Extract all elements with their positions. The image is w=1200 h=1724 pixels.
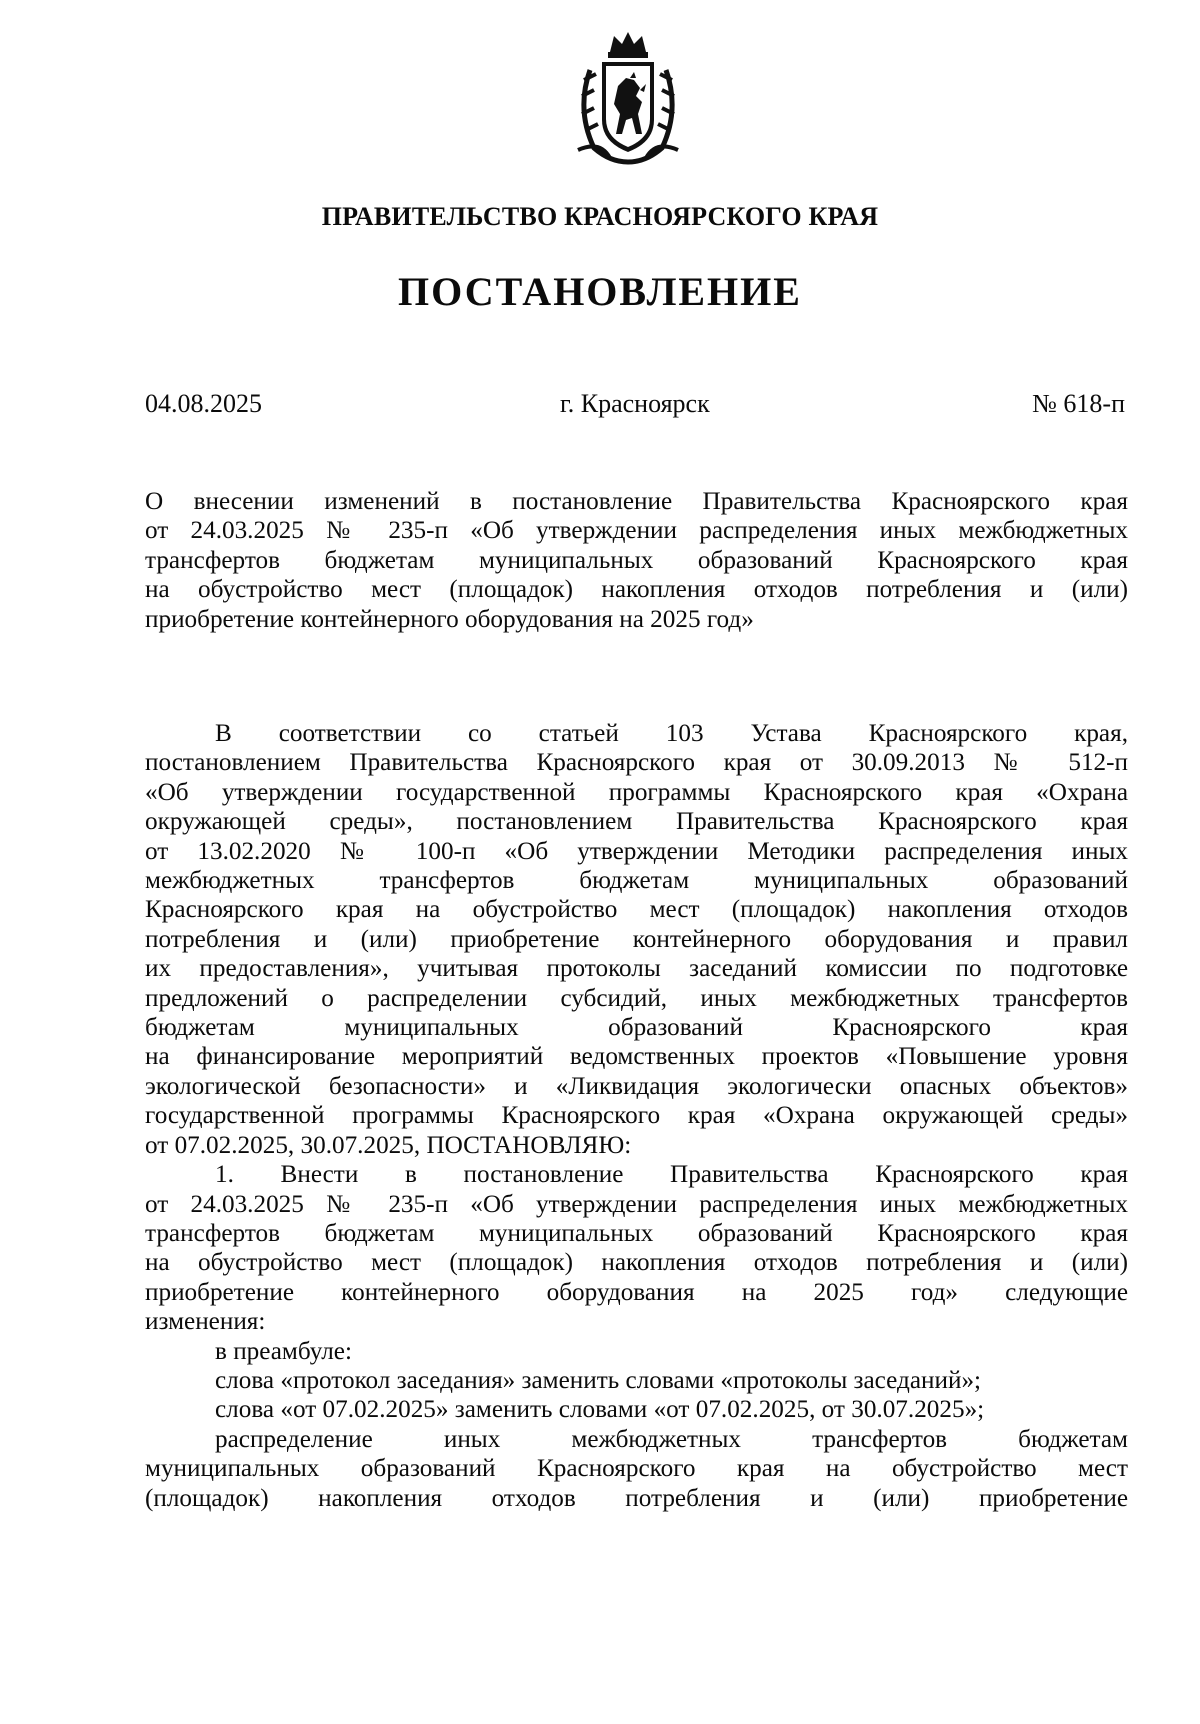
body-line: государственной программы Красноярского края «Охрана окружающей среды» (145, 1102, 1128, 1130)
document-body (145, 719, 1128, 1513)
coat-of-arms-emblem (570, 30, 686, 165)
body-line: потребления и (или) приобретение контейнерного оборудования и правил (145, 925, 1128, 953)
body-line: экологической безопасности» и «Ликвидация экологически опасных объектов» (145, 1072, 1128, 1100)
subject-line: на обустройство мест (площадок) накопления отходов потребления и (или) (145, 576, 1128, 604)
subject-line: трансфертов бюджетам муниципальных образований Красноярского края (145, 546, 1128, 574)
body-line: бюджетам муниципальных образований Красноярского края (145, 1014, 1128, 1042)
body-line: от 13.02.2020 № 100-п «Об утверждении Методики распределения иных (145, 837, 1128, 865)
document-city: г. Красноярск (560, 389, 710, 418)
body-line: слова «от 07.02.2025» заменить словами «от 07.02.2025, от 30.07.2025»; (215, 1396, 985, 1424)
body-line: «Об утверждении государственной программы Красноярского края «Охрана (145, 778, 1128, 806)
body-line: приобретение контейнерного оборудования на 2025 год» следующие (145, 1278, 1128, 1306)
body-line: предложений о распределении субсидий, иных межбюджетных трансфертов (145, 984, 1128, 1012)
body-line: Красноярского края на обустройство мест (площадок) накопления отходов (145, 896, 1128, 924)
document-number: № 618-п (1032, 389, 1125, 418)
body-line: изменения: (145, 1308, 266, 1336)
body-line: (площадок) накопления отходов потребления и (или) приобретение (145, 1484, 1128, 1512)
body-line: постановлением Правительства Красноярского края от 30.09.2013 № 512-п (145, 749, 1128, 777)
document-type-title: ПОСТАНОВЛЕНИЕ (398, 269, 802, 314)
body-line: межбюджетных трансфертов бюджетам муниципальных образований (145, 867, 1128, 895)
body-line: трансфертов бюджетам муниципальных образований Красноярского края (145, 1219, 1128, 1247)
body-line: на обустройство мест (площадок) накопления отходов потребления и (или) (145, 1249, 1128, 1277)
document-subject (145, 487, 1128, 634)
body-line: в преамбуле: (215, 1337, 352, 1365)
body-line: от 24.03.2025 № 235-п «Об утверждении распределения иных межбюджетных (145, 1190, 1128, 1218)
body-line: окружающей среды», постановлением Правительства Красноярского края (145, 808, 1128, 836)
body-line: распределение иных межбюджетных трансфертов бюджетам (215, 1425, 1128, 1453)
subject-line: от 24.03.2025 № 235-п «Об утверждении распределения иных межбюджетных (145, 517, 1128, 545)
body-line: слова «протокол заседания» заменить словами «протоколы заседаний»; (215, 1366, 982, 1394)
body-line: В соответствии со статьей 103 Устава Красноярского края, (215, 720, 1128, 747)
body-line: муниципальных образований Красноярского края на обустройство мест (145, 1455, 1128, 1483)
body-line: на финансирование мероприятий ведомственных проектов «Повышение уровня (145, 1043, 1128, 1071)
body-line: их предоставления», учитывая протоколы заседаний комиссии по подготовке (145, 955, 1128, 983)
document-date: 04.08.2025 (145, 389, 262, 418)
body-line: от 07.02.2025, 30.07.2025, ПОСТАНОВЛЯЮ: (145, 1131, 632, 1159)
body-line: 1. Внести в постановление Правительства Красноярского края (215, 1161, 1128, 1189)
government-title: ПРАВИТЕЛЬСТВО КРАСНОЯРСКОГО КРАЯ (321, 202, 879, 231)
subject-line: О внесении изменений в постановление Правительства Красноярского края (145, 488, 1128, 515)
subject-line: приобретение контейнерного оборудования на 2025 год» (145, 605, 754, 633)
